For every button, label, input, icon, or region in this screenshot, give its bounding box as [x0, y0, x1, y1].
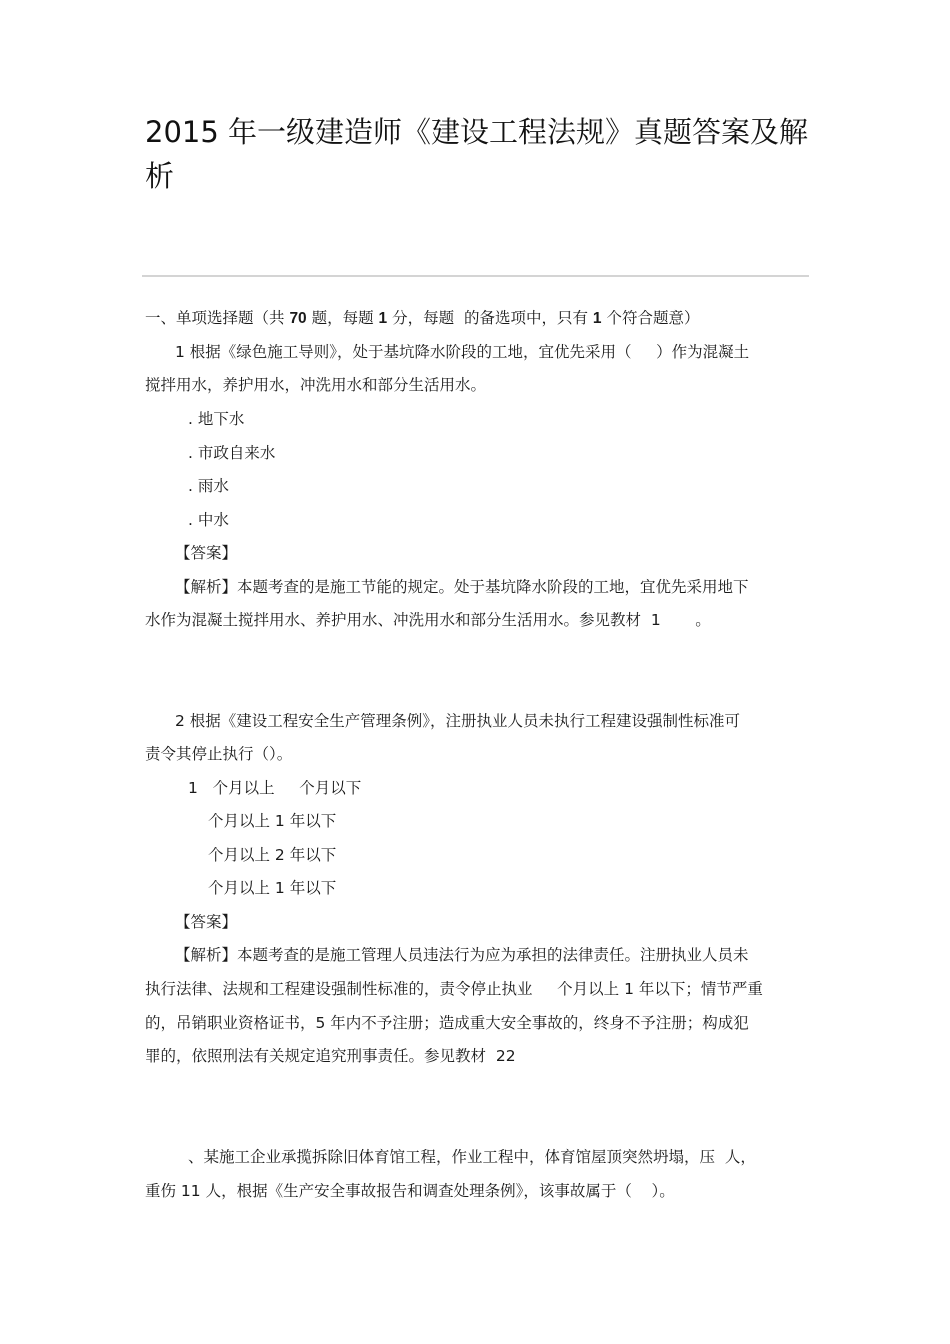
q2-analysis-line-4: 罪的，依照刑法有关规定追究刑事责任。参见教材 22: [145, 1047, 516, 1065]
document-title: [145, 110, 825, 198]
title-divider: [142, 275, 809, 277]
q2-stem-line-1: 2 根据《建设工程安全生产管理条例》，注册执业人员未执行工程建设强制性标准可: [175, 712, 741, 730]
q3-stem-line-1: 、某施工企业承揽拆除旧体育馆工程，作业工程中，体育馆屋顶突然坍塌，压 人，: [188, 1148, 756, 1166]
q2-option-d: 个月以上 1 年以下: [208, 879, 337, 897]
q3-stem-line-2: 重伤 11 人，根据《生产安全事故报告和调查处理条例》，该事故属于（ ）。: [145, 1182, 675, 1200]
section-heading: 一、单项选择题（共 70 题，每题 1 分，每题 的备选项中，只有 1 个符合题意）: [145, 309, 700, 327]
q1-option-d: . 中水: [188, 511, 229, 529]
q2-option-a: 1 个月以上 个月以下: [188, 779, 362, 797]
q1-option-b: . 市政自来水: [188, 444, 276, 462]
title-line-2: 析: [145, 159, 175, 193]
q2-option-c: 个月以上 2 年以下: [208, 846, 337, 864]
q1-answer-label: 【答案】: [175, 544, 238, 562]
q2-answer-label: 【答案】: [175, 913, 238, 931]
q1-analysis-line-2: 水作为混凝土搅拌用水、养护用水、冲洗用水和部分生活用水。参见教材 1 。: [145, 611, 711, 629]
q2-option-b: 个月以上 1 年以下: [208, 812, 337, 830]
q1-option-a: . 地下水: [188, 410, 245, 428]
q2-analysis-line-3: 的，吊销职业资格证书，5 年内不予注册；造成重大安全事故的，终身不予注册；构成犯: [145, 1014, 749, 1032]
q1-stem-line-1: 1 根据《绿色施工导则》，处于基坑降水阶段的工地，宜优先采用（ ）作为混凝土: [175, 343, 750, 361]
q2-stem-line-2: 责令其停止执行（）。: [145, 745, 293, 763]
q1-option-c: . 雨水: [188, 477, 229, 495]
q2-analysis-line-1: 【解析】本题考查的是施工管理人员违法行为应为承担的法律责任。注册执业人员未: [175, 946, 749, 964]
q1-stem-line-2: 搅拌用水，养护用水，冲洗用水和部分生活用水。: [145, 376, 487, 394]
q2-analysis-line-2: 执行法律、法规和工程建设强制性标准的，责令停止执业 个月以上 1 年以下；情节严重: [145, 980, 763, 998]
title-line-1: 2015 年一级建造师《建设工程法规》真题答案及解: [145, 115, 809, 149]
q1-analysis-line-1: 【解析】本题考查的是施工节能的规定。处于基坑降水阶段的工地，宜优先采用地下: [175, 578, 749, 596]
